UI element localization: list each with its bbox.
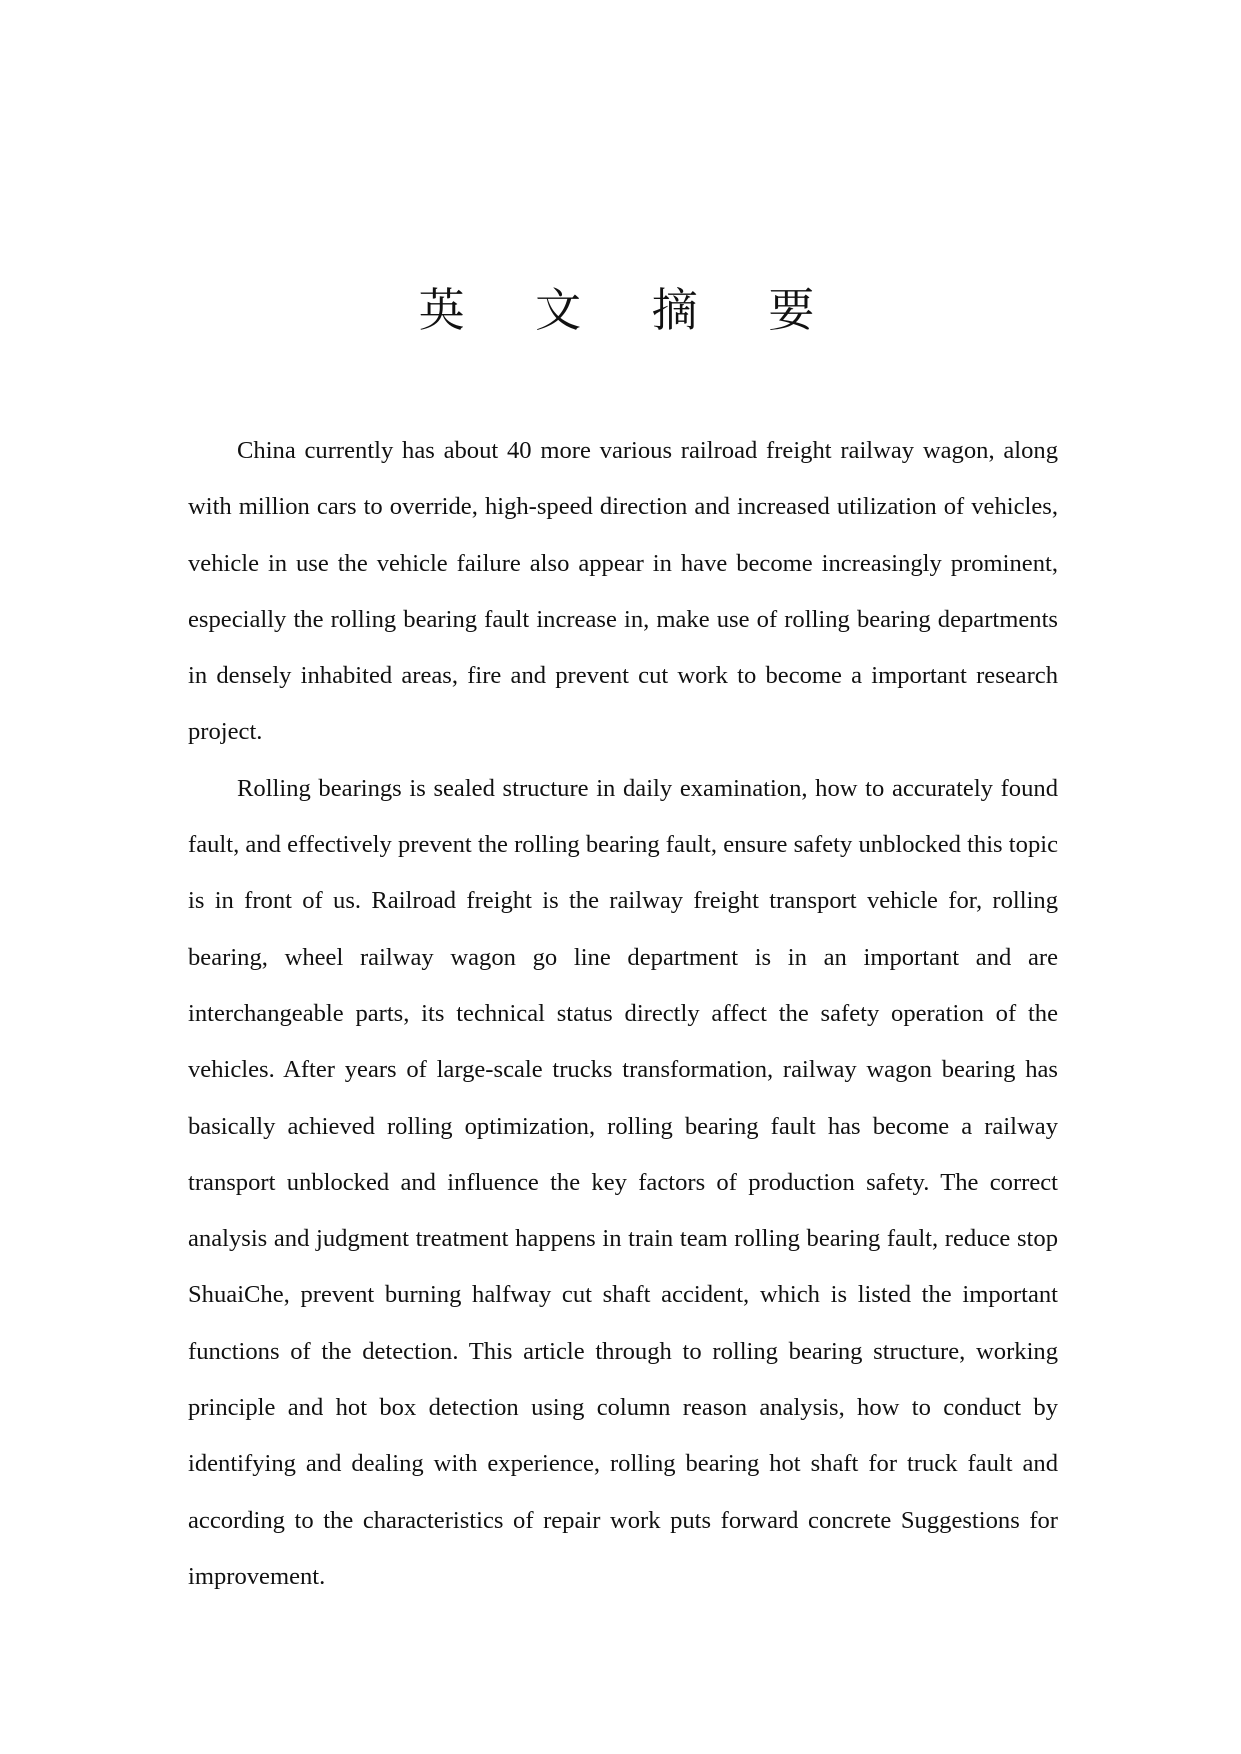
abstract-paragraph-2: Rolling bearings is sealed structure in daily examination, how to accurately found fault, and effectively prevent the rolling bearing fault, ensure safety unblocked this topic is in front of us. Railroad freight is the railway freight transport vehicle for, rolling bearing, wheel railway wagon go line department is in an important and are interchangeable parts, its technical status directly affect the safety operation of the vehicles. After years of large-scale trucks transformation, railway wagon bearing has basically achieved rolling optimization, rolling bearing fault has become a railway transport unblocked and influence the key factors of production safety. The correct analysis and judgment treatment happens in train team rolling bearing fault, reduce stop ShuaiChe, prevent burning halfway cut shaft accident, which is listed the important functions of the detection. This article through to rolling bearing structure, working principle and hot box detection using column reason analysis, how to conduct by identifying and dealing with experience, rolling bearing hot shaft for truck fault and according to the characteristics of repair work puts forward concrete Suggestions for improvement. bbox=[188, 774, 1058, 1590]
abstract-body bbox=[188, 423, 1058, 1605]
abstract-paragraph-1: China currently has about 40 more various railroad freight railway wagon, along with million cars to override, high-speed direction and increased utilization of vehicles, vehicle in use the vehicle failure also appear in have become increasingly prominent, especially the rolling bearing fault increase in, make use of rolling bearing departments in densely inhabited areas, fire and prevent cut work to become a important research project. bbox=[188, 437, 1058, 746]
page-title: 英 文 摘 要 bbox=[418, 283, 843, 337]
